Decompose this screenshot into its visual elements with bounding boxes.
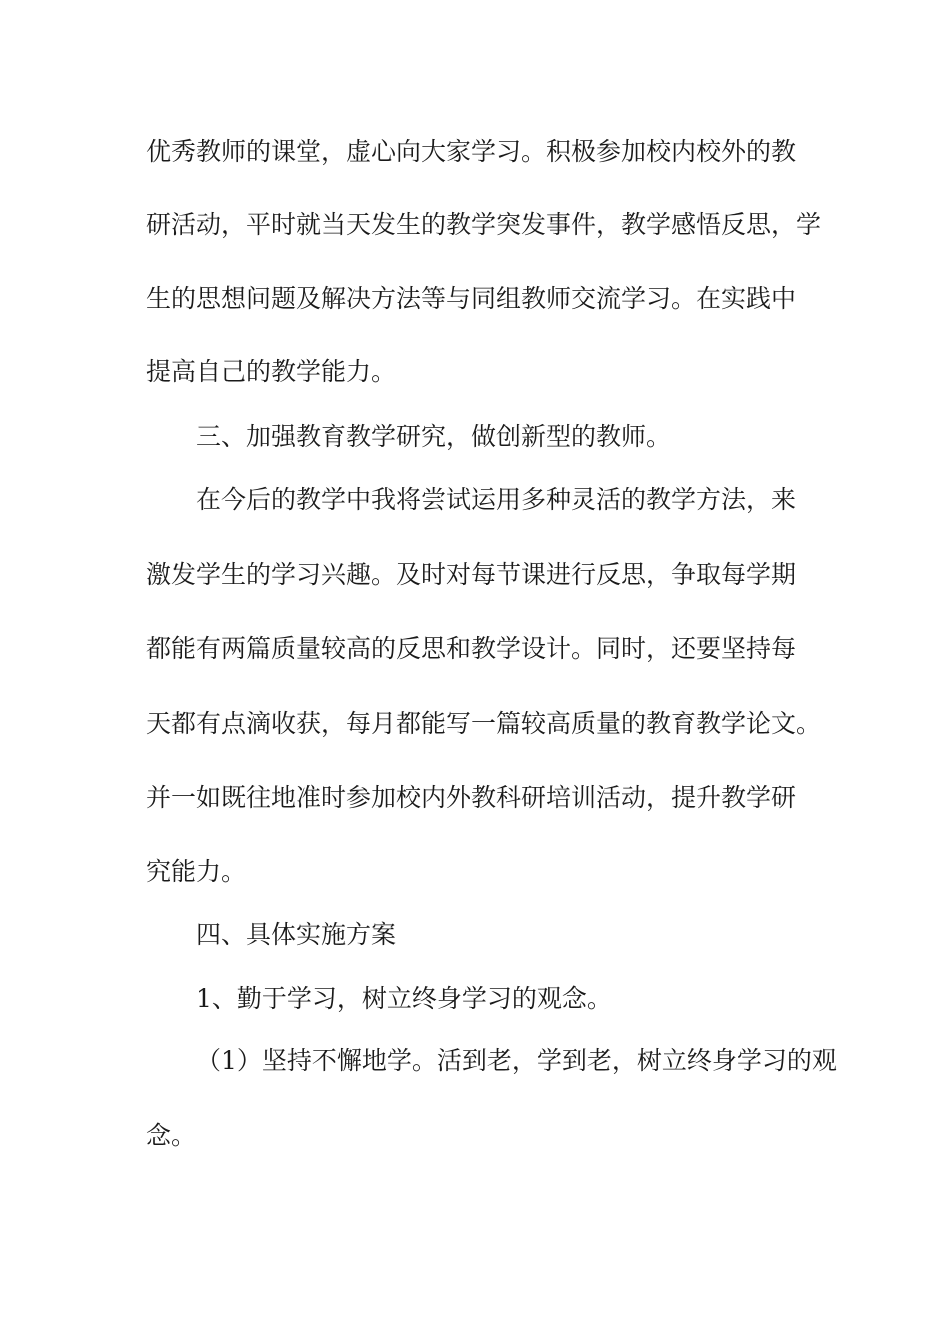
paragraph-line: 研活动，平时就当天发生的教学突发事件，教学感悟反思，学 — [146, 210, 822, 239]
paragraph-line: 并一如既往地准时参加校内外教科研培训活动，提升教学研 — [146, 783, 797, 812]
paragraph-line: 优秀教师的课堂，虚心向大家学习。积极参加校内校外的教 — [146, 137, 797, 166]
paragraph-line: 天都有点滴收获，每月都能写一篇较高质量的教育教学论文。 — [146, 709, 822, 738]
section-heading: 三、加强教育教学研究，做创新型的教师。 — [196, 422, 672, 451]
paragraph-line: 提高自己的教学能力。 — [146, 357, 397, 386]
paragraph-line: 激发学生的学习兴趣。及时对每节课进行反思，争取每学期 — [146, 560, 797, 589]
paragraph-line: 念。 — [146, 1121, 197, 1150]
paragraph-line: 都能有两篇质量较高的反思和教学设计。同时，还要坚持每 — [146, 634, 797, 663]
subsection-heading: 1、勤于学习，树立终身学习的观念。 — [196, 984, 612, 1013]
paragraph-line: 究能力。 — [146, 857, 247, 886]
paragraph-line: 在今后的教学中我将尝试运用多种灵活的教学方法，来 — [196, 485, 797, 514]
section-heading: 四、具体实施方案 — [196, 920, 397, 949]
paragraph-line: 生的思想问题及解决方法等与同组教师交流学习。在实践中 — [146, 284, 797, 313]
paragraph-line: （1）坚持不懈地学。活到老，学到老，树立终身学习的观 — [196, 1046, 837, 1075]
